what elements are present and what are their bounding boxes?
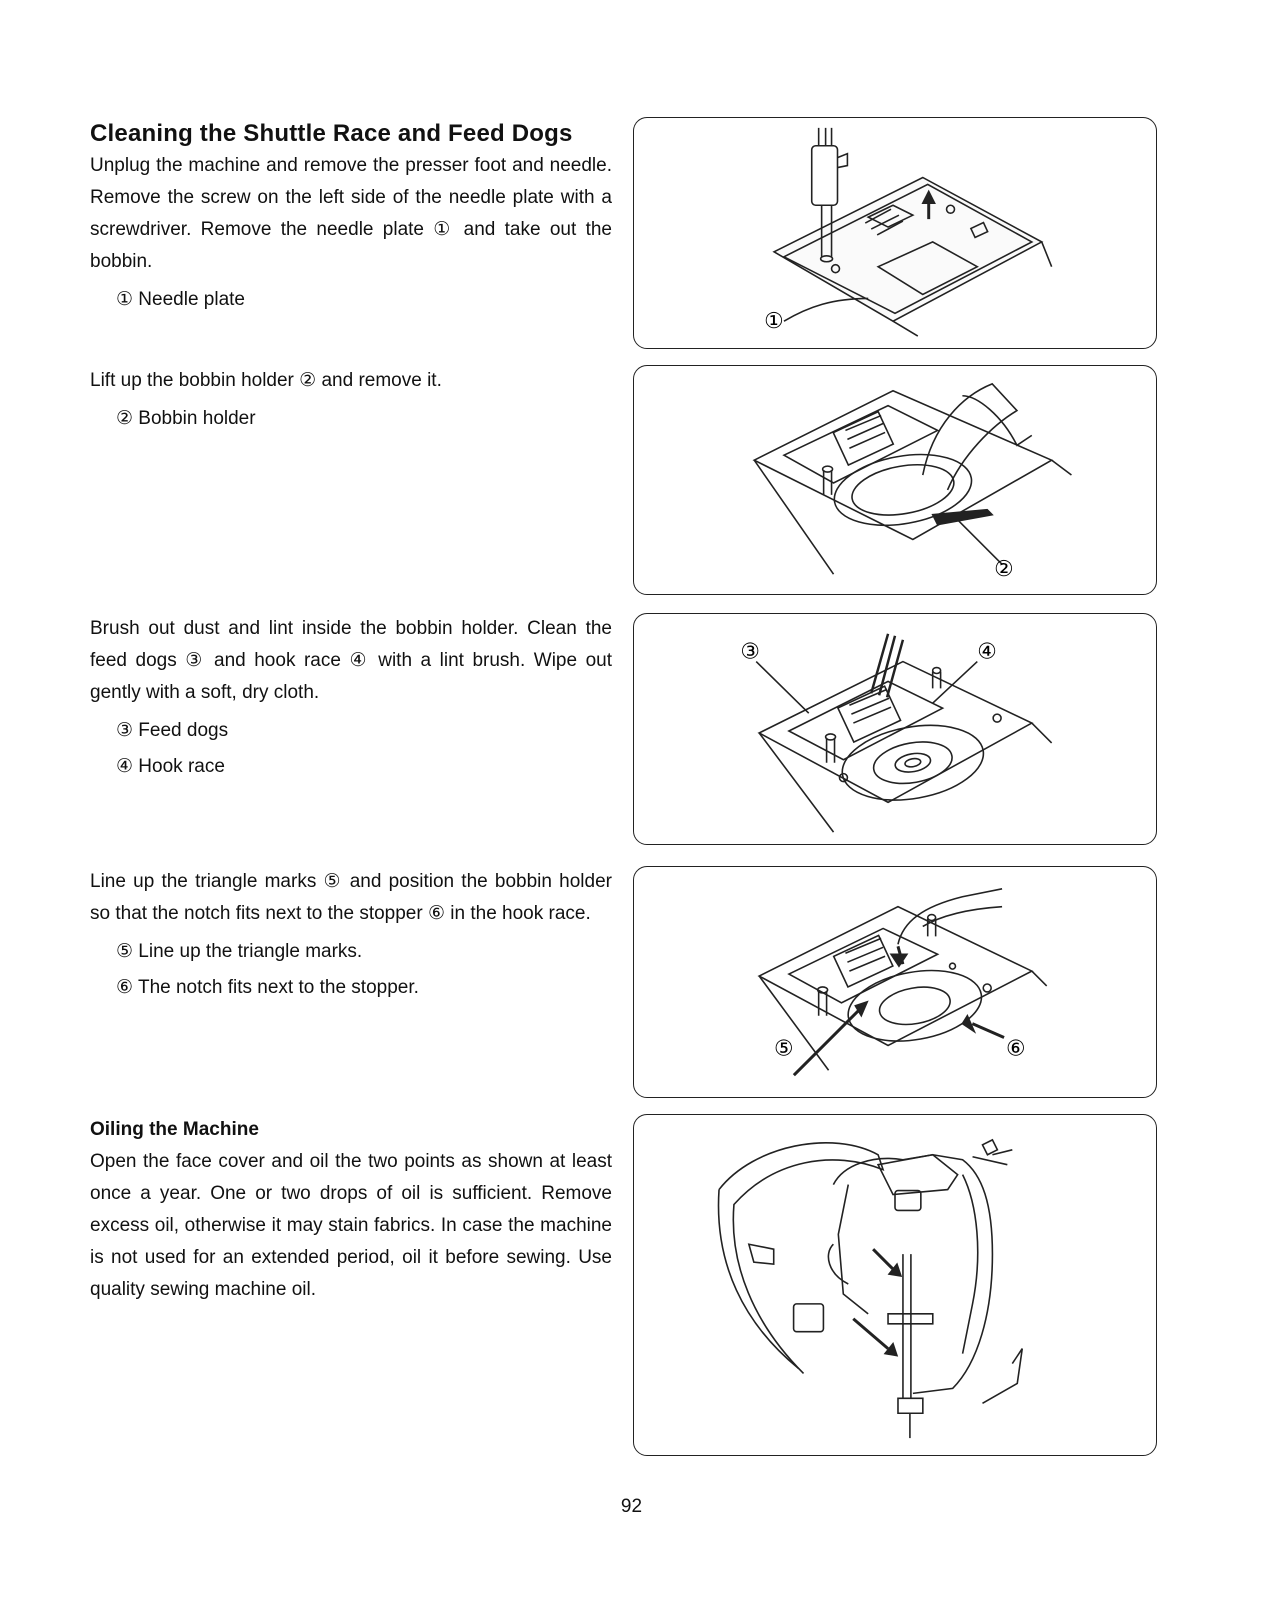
needle-plate-drawing: [634, 118, 1156, 348]
oiling-illustration: [633, 1114, 1157, 1456]
step-2-text: Lift up the bobbin holder ② and remove it.: [90, 370, 442, 391]
oiling-instructions: [90, 1114, 612, 1306]
feed-dogs-callout: ③: [740, 639, 760, 665]
step-3-legend: [116, 713, 612, 785]
feed-dogs-illustration: [633, 613, 1157, 845]
legend-hook-race: ④ Hook race: [116, 756, 225, 777]
step-4-instructions: [90, 866, 612, 1006]
step-1-text: Unplug the machine and remove the presser foot and needle. Remove the screw on the left side of the needle plate with a screwdriver. Remove the needle plate ① and take out the bobbin.: [90, 155, 612, 272]
bobbin-holder-illustration: [633, 365, 1157, 595]
legend-needle-plate: ① Needle plate: [116, 289, 246, 310]
step-3-text: Brush out dust and lint inside the bobbin holder. Clean the feed dogs ③ and hook race ④ with a lint brush. Wipe out gently with a soft, dry cloth.: [90, 618, 612, 703]
feed-dogs-drawing: [634, 614, 1156, 844]
step-1-instructions: [90, 150, 612, 318]
hook-race-callout: ④: [977, 639, 997, 665]
oiling-drawing: [634, 1115, 1156, 1455]
triangle-marks-callout: ⑤: [774, 1036, 794, 1062]
step-3-instructions: [90, 613, 612, 785]
legend-bobbin-holder: ② Bobbin holder: [116, 408, 256, 429]
bobbin-holder-drawing: [634, 366, 1156, 594]
needle-plate-callout: ①: [764, 309, 784, 335]
step-2-legend: [116, 401, 612, 437]
oiling-title: Oiling the Machine: [90, 1119, 259, 1140]
section-title: Cleaning the Shuttle Race and Feed Dogs: [90, 120, 573, 147]
page-number: 92: [620, 1496, 643, 1517]
step-4-text: Line up the triangle marks ⑤ and position the bobbin holder so that the notch fits next to the stopper ⑥ in the hook race.: [90, 871, 612, 924]
legend-stopper-notch: ⑥ The notch fits next to the stopper.: [116, 977, 419, 998]
bobbin-position-drawing: [634, 867, 1156, 1097]
legend-triangle-marks: ⑤ Line up the triangle marks.: [116, 941, 363, 962]
step-1-legend: [116, 282, 612, 318]
step-4-legend: [116, 934, 612, 1006]
step-2-instructions: [90, 365, 612, 437]
needle-plate-illustration: [633, 117, 1157, 349]
legend-feed-dogs: ③ Feed dogs: [116, 720, 229, 741]
stopper-callout: ⑥: [1006, 1036, 1026, 1062]
oiling-text: Open the face cover and oil the two points as shown at least once a year. One or two drops of oil is sufficient. Remove excess oil, otherwise it may stain fabrics. In case the machine is not used for an extended period, oil it before sewing. Use quality sewing machine oil.: [90, 1151, 612, 1300]
bobbin-position-illustration: [633, 866, 1157, 1098]
bobbin-holder-callout: ②: [994, 557, 1014, 583]
